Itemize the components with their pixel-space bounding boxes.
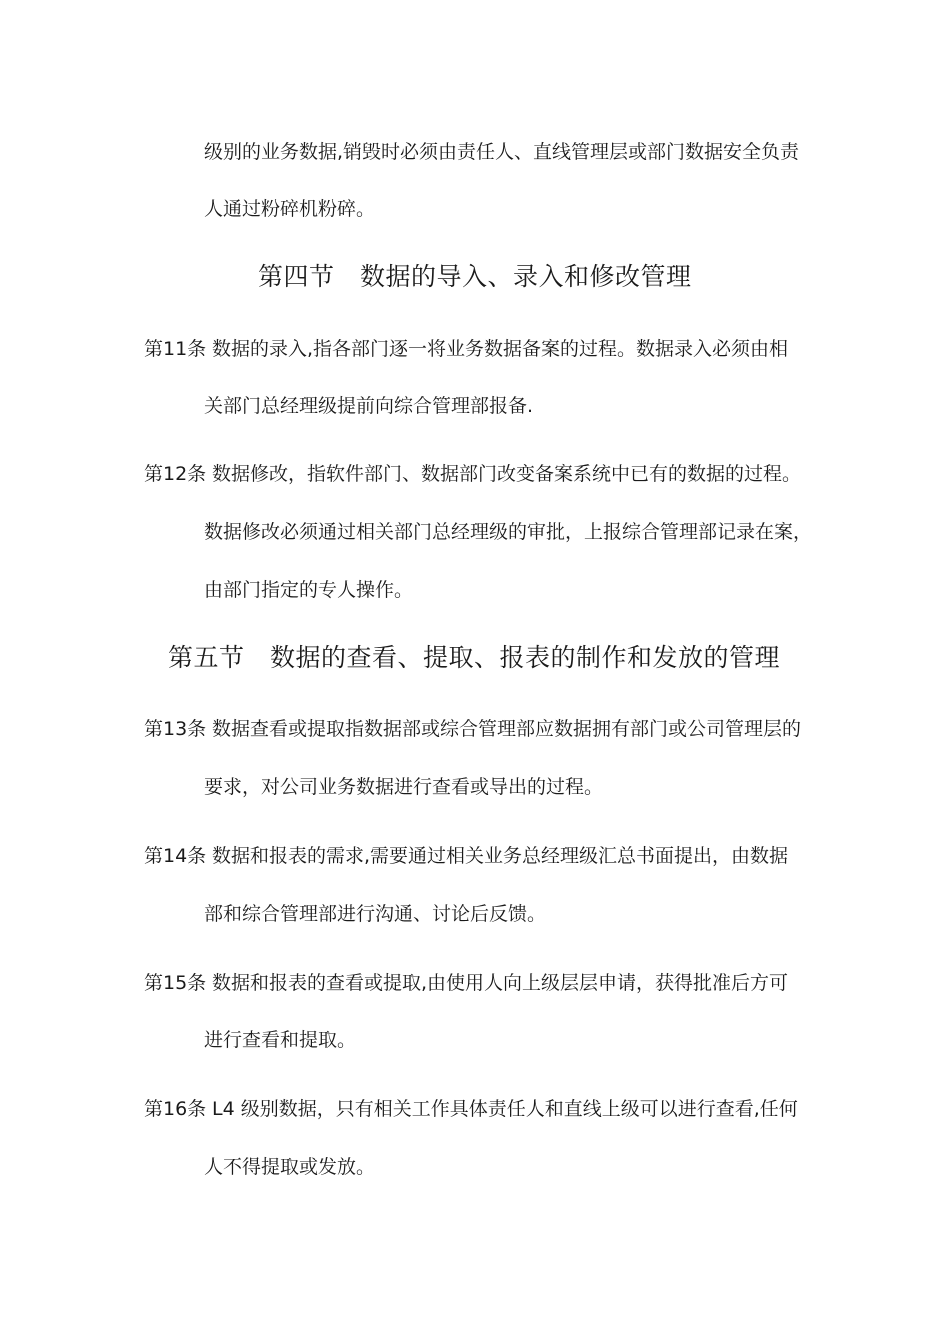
article-number: 第12条 [144, 463, 207, 485]
article-text-line: 人不得提取或发放。 [204, 1156, 376, 1178]
article-text: L4 级别数据，只有相关工作具体责任人和直线上级可以进行查看,任何 [212, 1098, 798, 1120]
article-text-line: 进行查看和提取。 [204, 1029, 357, 1051]
section-heading: 第四节 数据的导入、录入和修改管理 [258, 262, 692, 291]
article-number: 第13条 [144, 718, 207, 740]
continuation-line: 人通过粉碎机粉碎。 [204, 198, 376, 220]
continuation-line: 级别的业务数据,销毁时必须由责任人、直线管理层或部门数据安全负责 [204, 141, 800, 163]
article-number: 第15条 [144, 972, 207, 994]
article-text: 数据和报表的查看或提取,由使用人向上级层层申请，获得批准后方可 [212, 972, 789, 994]
article-text-line: 关部门总经理级提前向综合管理部报备. [204, 395, 534, 417]
article-text-line: 由部门指定的专人操作。 [204, 579, 414, 601]
article-text-line: 数据修改必须通过相关部门总经理级的审批，上报综合管理部记录在案， [204, 521, 813, 543]
article-text: 数据修改，指软件部门、数据部门改变备案系统中已有的数据的过程。 [212, 463, 802, 485]
article-text: 数据查看或提取指数据部或综合管理部应数据拥有部门或公司管理层的 [212, 718, 802, 740]
section-heading: 第五节 数据的查看、提取、报表的制作和发放的管理 [168, 643, 781, 672]
article-number: 第14条 [144, 845, 207, 867]
article-text-line: 部和综合管理部进行沟通、讨论后反馈。 [204, 903, 547, 925]
article-text: 数据和报表的需求,需要通过相关业务总经理级汇总书面提出，由数据 [212, 845, 789, 867]
article-number: 第11条 [144, 338, 207, 360]
article-number: 第16条 [144, 1098, 207, 1120]
article-text: 数据的录入,指各部门逐一将业务数据备案的过程。数据录入必须由相 [212, 338, 789, 360]
article-text-line: 要求，对公司业务数据进行查看或导出的过程。 [204, 776, 604, 798]
